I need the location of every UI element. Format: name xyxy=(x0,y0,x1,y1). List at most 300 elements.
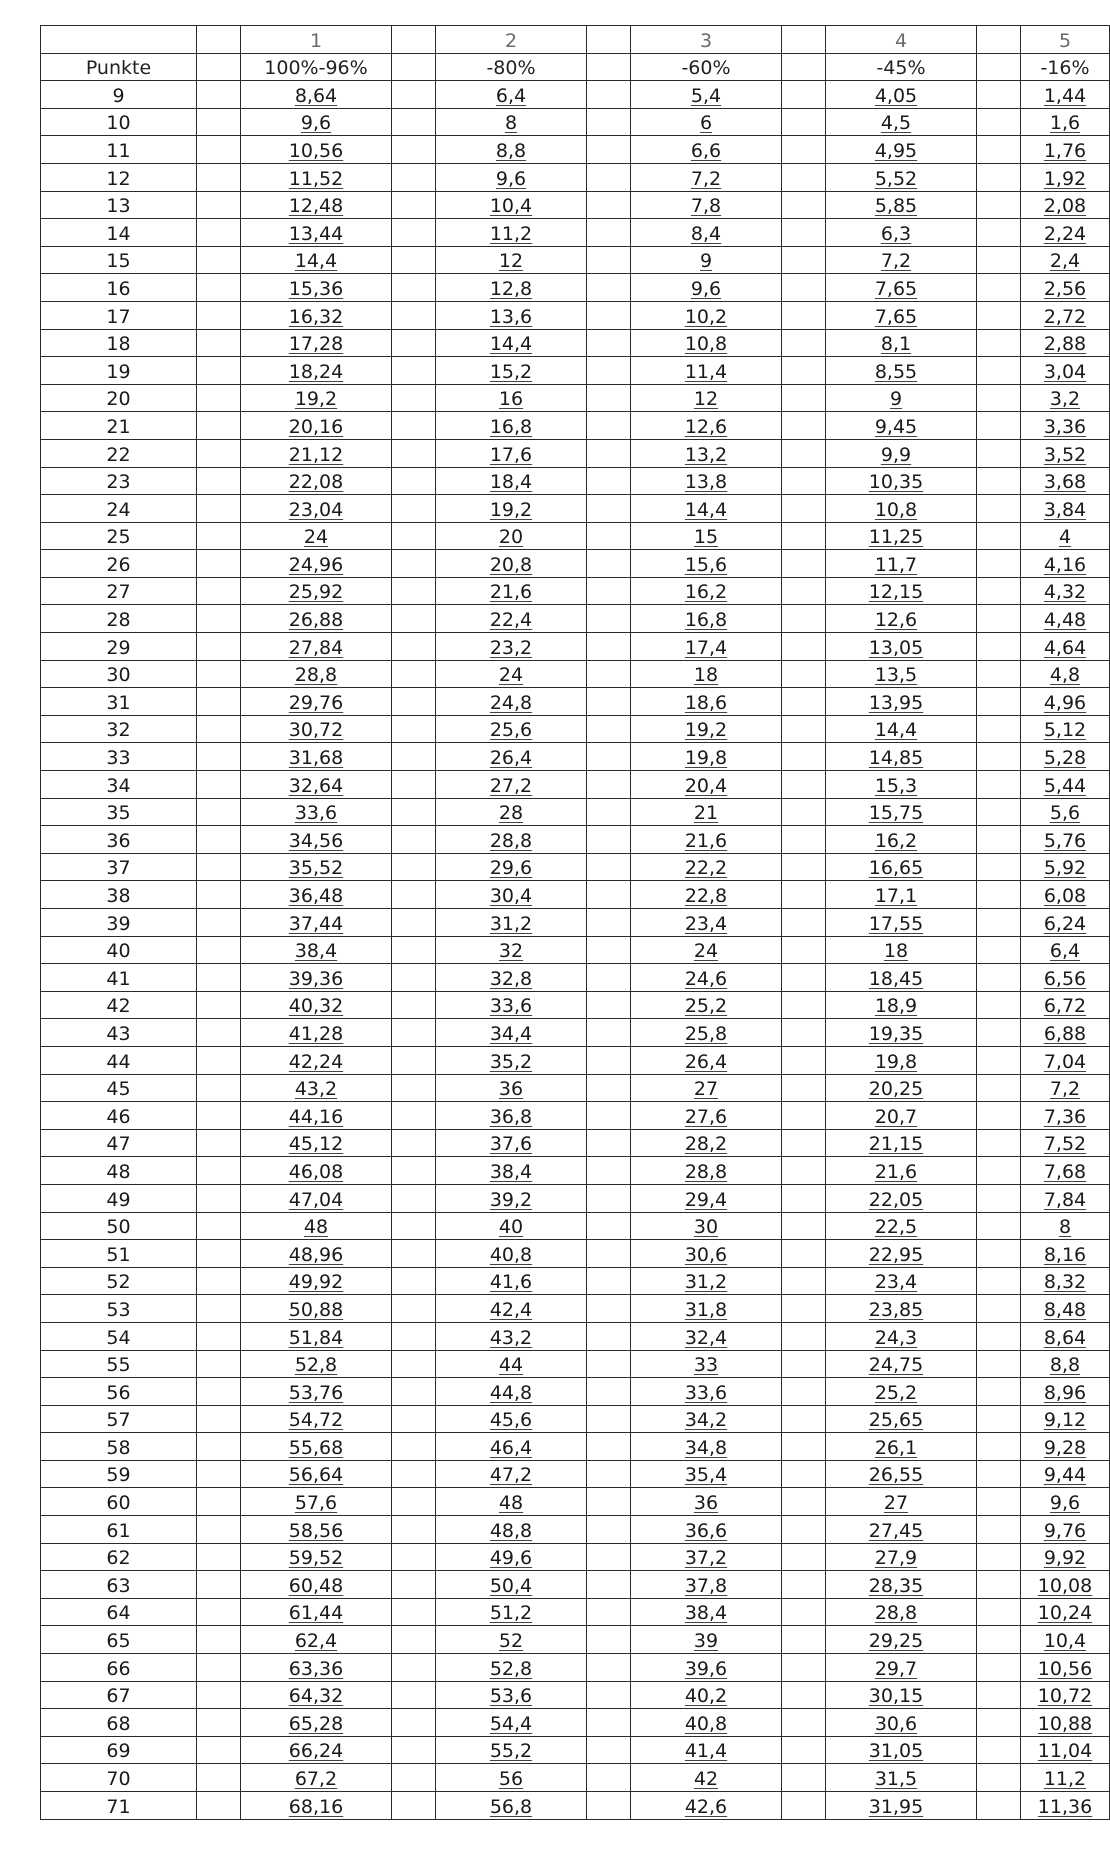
spacer-cell xyxy=(782,605,826,633)
points-cell: 51 xyxy=(41,1240,197,1268)
value-cell: 11,04 xyxy=(1021,1736,1110,1764)
points-cell: 26 xyxy=(41,550,197,578)
header-cell: -60% xyxy=(631,53,782,81)
value-cell: 16 xyxy=(436,384,587,412)
spacer-cell xyxy=(587,1405,631,1433)
spacer-cell xyxy=(782,53,826,81)
spacer-cell xyxy=(392,550,436,578)
spacer-cell xyxy=(197,605,241,633)
value-cell: 23,4 xyxy=(826,1267,977,1295)
spacer-cell xyxy=(197,301,241,329)
spacer-cell xyxy=(782,1516,826,1544)
spacer-cell xyxy=(782,743,826,771)
spacer-cell xyxy=(587,384,631,412)
spacer-cell xyxy=(977,1102,1021,1130)
points-cell: 52 xyxy=(41,1267,197,1295)
points-cell: 63 xyxy=(41,1571,197,1599)
spacer-cell xyxy=(587,191,631,219)
spacer-cell xyxy=(392,853,436,881)
value-cell: 20,16 xyxy=(241,412,392,440)
value-cell: 19,2 xyxy=(631,715,782,743)
table-row xyxy=(41,412,1110,440)
spacer-cell xyxy=(197,1350,241,1378)
spacer-cell xyxy=(977,1736,1021,1764)
spacer-cell xyxy=(197,964,241,992)
header-cell: -80% xyxy=(436,53,587,81)
header-cell: 100%-96% xyxy=(241,53,392,81)
value-cell: 14,4 xyxy=(241,246,392,274)
value-cell: 9,6 xyxy=(241,108,392,136)
spacer-cell xyxy=(977,1184,1021,1212)
spacer-cell xyxy=(587,163,631,191)
value-cell: 10,08 xyxy=(1021,1571,1110,1599)
table-row xyxy=(41,1046,1110,1074)
spacer-cell xyxy=(197,1129,241,1157)
value-cell: 5,52 xyxy=(826,163,977,191)
spacer-cell xyxy=(782,163,826,191)
spacer-cell xyxy=(977,798,1021,826)
table-row xyxy=(41,329,1110,357)
spacer-cell xyxy=(977,53,1021,81)
value-cell: 27,2 xyxy=(436,771,587,799)
value-cell: 14,4 xyxy=(436,329,587,357)
value-cell: 12,15 xyxy=(826,577,977,605)
value-cell: 40,8 xyxy=(631,1709,782,1737)
value-cell: 51,2 xyxy=(436,1598,587,1626)
value-cell: 27 xyxy=(826,1488,977,1516)
spacer-cell xyxy=(977,219,1021,247)
spacer-cell xyxy=(392,1460,436,1488)
spacer-cell xyxy=(197,1295,241,1323)
value-cell: 7,8 xyxy=(631,191,782,219)
spacer-cell xyxy=(782,495,826,523)
table-row xyxy=(41,163,1110,191)
spacer-cell xyxy=(587,1681,631,1709)
value-cell: 19,8 xyxy=(631,743,782,771)
value-cell: 5,76 xyxy=(1021,826,1110,854)
spacer-cell xyxy=(197,1709,241,1737)
spacer-cell xyxy=(587,771,631,799)
points-cell: 30 xyxy=(41,660,197,688)
value-cell: 40,32 xyxy=(241,991,392,1019)
spacer-cell xyxy=(587,660,631,688)
spacer-cell xyxy=(197,1378,241,1406)
spacer-cell xyxy=(977,1074,1021,1102)
table-row xyxy=(41,108,1110,136)
table-row xyxy=(41,439,1110,467)
value-cell: 28,35 xyxy=(826,1571,977,1599)
points-cell: 58 xyxy=(41,1433,197,1461)
points-cell: 66 xyxy=(41,1654,197,1682)
value-cell: 8,64 xyxy=(1021,1322,1110,1350)
spacer-cell xyxy=(587,1626,631,1654)
spacer-cell xyxy=(587,1350,631,1378)
spacer-cell xyxy=(392,1598,436,1626)
spacer-cell xyxy=(587,1543,631,1571)
value-cell: 26,1 xyxy=(826,1433,977,1461)
spacer-cell xyxy=(587,826,631,854)
spacer-cell xyxy=(392,53,436,81)
spacer-cell xyxy=(977,1626,1021,1654)
spacer-cell xyxy=(587,1157,631,1185)
spacer-cell xyxy=(587,274,631,302)
points-cell: 41 xyxy=(41,964,197,992)
spacer-cell xyxy=(392,1240,436,1268)
value-cell: 21,6 xyxy=(631,826,782,854)
value-cell: 7,2 xyxy=(826,246,977,274)
value-cell: 9,76 xyxy=(1021,1516,1110,1544)
value-cell: 27,6 xyxy=(631,1102,782,1130)
value-cell: 32,64 xyxy=(241,771,392,799)
table-row xyxy=(41,771,1110,799)
spacer-cell xyxy=(782,274,826,302)
value-cell: 42,6 xyxy=(631,1792,782,1820)
value-cell: 6,56 xyxy=(1021,964,1110,992)
spacer-cell xyxy=(977,301,1021,329)
value-cell: 66,24 xyxy=(241,1736,392,1764)
spacer-cell xyxy=(392,1267,436,1295)
spacer-cell xyxy=(977,1598,1021,1626)
spacer-cell xyxy=(392,219,436,247)
table-row xyxy=(41,1433,1110,1461)
value-cell: 51,84 xyxy=(241,1322,392,1350)
value-cell: 13,2 xyxy=(631,439,782,467)
table-row xyxy=(41,577,1110,605)
value-cell: 31,95 xyxy=(826,1792,977,1820)
value-cell: 31,2 xyxy=(631,1267,782,1295)
value-cell: 39,2 xyxy=(436,1184,587,1212)
value-cell: 33 xyxy=(631,1350,782,1378)
value-cell: 17,55 xyxy=(826,909,977,937)
value-cell: 20,7 xyxy=(826,1102,977,1130)
spacer-cell xyxy=(197,1267,241,1295)
spacer-cell xyxy=(197,136,241,164)
value-cell: 6,72 xyxy=(1021,991,1110,1019)
spacer-cell xyxy=(392,826,436,854)
spacer-cell xyxy=(977,1267,1021,1295)
value-cell: 24 xyxy=(241,522,392,550)
spacer-cell xyxy=(587,357,631,385)
spacer-cell xyxy=(392,522,436,550)
value-cell: 18,4 xyxy=(436,467,587,495)
value-cell: 56,8 xyxy=(436,1792,587,1820)
value-cell: 6,3 xyxy=(826,219,977,247)
spacer-cell xyxy=(977,357,1021,385)
value-cell: 42,24 xyxy=(241,1046,392,1074)
spacer-cell xyxy=(587,1046,631,1074)
value-cell: 10,88 xyxy=(1021,1709,1110,1737)
value-cell: 52 xyxy=(436,1626,587,1654)
spacer-cell xyxy=(587,1460,631,1488)
value-cell: 38,4 xyxy=(241,936,392,964)
spacer-cell xyxy=(197,1212,241,1240)
value-cell: 26,88 xyxy=(241,605,392,633)
value-cell: 10,72 xyxy=(1021,1681,1110,1709)
spacer-cell xyxy=(197,1543,241,1571)
spacer-cell xyxy=(782,246,826,274)
spacer-cell xyxy=(197,384,241,412)
spacer-cell xyxy=(782,301,826,329)
spacer-cell xyxy=(197,991,241,1019)
value-cell: 4,16 xyxy=(1021,550,1110,578)
value-cell: 18,24 xyxy=(241,357,392,385)
value-cell: 49,6 xyxy=(436,1543,587,1571)
value-cell: 4,8 xyxy=(1021,660,1110,688)
value-cell: 52,8 xyxy=(436,1654,587,1682)
spacer-cell xyxy=(782,1598,826,1626)
value-cell: 11,4 xyxy=(631,357,782,385)
table-row xyxy=(41,688,1110,716)
value-cell: 15,75 xyxy=(826,798,977,826)
spacer-cell xyxy=(392,1654,436,1682)
corner-cell xyxy=(41,26,197,54)
points-cell: 70 xyxy=(41,1764,197,1792)
value-cell: 46,08 xyxy=(241,1157,392,1185)
value-cell: 34,4 xyxy=(436,1019,587,1047)
points-cell: 59 xyxy=(41,1460,197,1488)
spacer-cell xyxy=(977,881,1021,909)
value-cell: 22,08 xyxy=(241,467,392,495)
value-cell: 20,8 xyxy=(436,550,587,578)
spacer-cell xyxy=(782,108,826,136)
spacer-cell xyxy=(782,1019,826,1047)
table-row xyxy=(41,1267,1110,1295)
spacer-cell xyxy=(782,936,826,964)
points-cell: 20 xyxy=(41,384,197,412)
table-row xyxy=(41,1129,1110,1157)
points-cell: 68 xyxy=(41,1709,197,1737)
value-cell: 19,2 xyxy=(436,495,587,523)
table-row xyxy=(41,1516,1110,1544)
spacer-cell xyxy=(197,1681,241,1709)
table-row xyxy=(41,1460,1110,1488)
table-row xyxy=(41,1405,1110,1433)
spacer-cell xyxy=(392,688,436,716)
table-row xyxy=(41,1019,1110,1047)
value-cell: 42,4 xyxy=(436,1295,587,1323)
table-row xyxy=(41,991,1110,1019)
spacer-cell xyxy=(782,1626,826,1654)
spacer-cell xyxy=(782,1184,826,1212)
spacer-cell xyxy=(392,1405,436,1433)
value-cell: 53,76 xyxy=(241,1378,392,1406)
value-cell: 47,2 xyxy=(436,1460,587,1488)
spacer-cell xyxy=(197,274,241,302)
spacer-cell xyxy=(197,246,241,274)
table-row xyxy=(41,1792,1110,1820)
spacer-cell xyxy=(197,522,241,550)
value-cell: 42 xyxy=(631,1764,782,1792)
spacer-cell xyxy=(782,81,826,109)
table-row xyxy=(41,881,1110,909)
spacer-cell xyxy=(977,1019,1021,1047)
spacer-cell xyxy=(197,743,241,771)
spacer-cell xyxy=(782,1405,826,1433)
spacer-cell xyxy=(977,163,1021,191)
spacer-cell xyxy=(587,81,631,109)
spacer-cell xyxy=(197,467,241,495)
spacer-cell xyxy=(587,1102,631,1130)
value-cell: 41,6 xyxy=(436,1267,587,1295)
spacer-cell xyxy=(782,715,826,743)
value-cell: 15,3 xyxy=(826,771,977,799)
table-row xyxy=(41,357,1110,385)
spacer-cell xyxy=(782,1102,826,1130)
value-cell: 10,24 xyxy=(1021,1598,1110,1626)
spacer-cell xyxy=(977,1681,1021,1709)
spacer-cell xyxy=(392,1626,436,1654)
value-cell: 36,6 xyxy=(631,1516,782,1544)
value-cell: 11,25 xyxy=(826,522,977,550)
column-number: 3 xyxy=(631,26,782,54)
spacer-cell xyxy=(782,660,826,688)
points-cell: 22 xyxy=(41,439,197,467)
spacer-cell xyxy=(782,881,826,909)
spacer-cell xyxy=(782,577,826,605)
spacer-cell xyxy=(977,1571,1021,1599)
spacer-cell xyxy=(197,633,241,661)
spacer-cell xyxy=(197,771,241,799)
value-cell: 26,4 xyxy=(631,1046,782,1074)
value-cell: 15 xyxy=(631,522,782,550)
value-cell: 8,55 xyxy=(826,357,977,385)
spacer-cell xyxy=(977,826,1021,854)
spacer-cell xyxy=(977,550,1021,578)
value-cell: 9,6 xyxy=(1021,1488,1110,1516)
spacer-cell xyxy=(392,136,436,164)
value-cell: 41,28 xyxy=(241,1019,392,1047)
value-cell: 35,52 xyxy=(241,853,392,881)
spacer-cell xyxy=(392,1322,436,1350)
value-cell: 5,44 xyxy=(1021,771,1110,799)
spacer-cell xyxy=(977,274,1021,302)
table-row xyxy=(41,81,1110,109)
value-cell: 15,36 xyxy=(241,274,392,302)
spacer-cell xyxy=(782,1378,826,1406)
spacer-cell xyxy=(392,1681,436,1709)
spacer-cell xyxy=(782,384,826,412)
spacer-cell xyxy=(977,1792,1021,1820)
spacer-cell xyxy=(587,715,631,743)
value-cell: 29,6 xyxy=(436,853,587,881)
spacer-cell xyxy=(197,1019,241,1047)
table-row xyxy=(41,660,1110,688)
spacer-cell xyxy=(197,1598,241,1626)
value-cell: 11,52 xyxy=(241,163,392,191)
table-row xyxy=(41,798,1110,826)
spacer-cell xyxy=(587,1598,631,1626)
table-row xyxy=(41,743,1110,771)
spacer-cell xyxy=(782,1654,826,1682)
spacer-cell xyxy=(587,633,631,661)
spacer-cell xyxy=(977,191,1021,219)
spacer-cell xyxy=(782,136,826,164)
spacer-cell xyxy=(587,688,631,716)
value-cell: 11,2 xyxy=(1021,1764,1110,1792)
value-cell: 10,56 xyxy=(241,136,392,164)
value-cell: 36 xyxy=(436,1074,587,1102)
spacer-cell xyxy=(782,26,826,54)
spacer-cell xyxy=(587,412,631,440)
points-cell: 55 xyxy=(41,1350,197,1378)
spacer-cell xyxy=(197,881,241,909)
spacer-cell xyxy=(587,1654,631,1682)
table-row xyxy=(41,219,1110,247)
spacer-cell xyxy=(392,1378,436,1406)
value-cell: 45,12 xyxy=(241,1129,392,1157)
points-cell: 18 xyxy=(41,329,197,357)
value-cell: 54,4 xyxy=(436,1709,587,1737)
spacer-cell xyxy=(587,1736,631,1764)
value-cell: 15,6 xyxy=(631,550,782,578)
spacer-cell xyxy=(197,715,241,743)
spacer-cell xyxy=(587,1378,631,1406)
spacer-cell xyxy=(977,964,1021,992)
spacer-cell xyxy=(392,660,436,688)
spacer-cell xyxy=(977,1488,1021,1516)
spacer-cell xyxy=(392,1074,436,1102)
value-cell: 9,9 xyxy=(826,439,977,467)
table-row xyxy=(41,1074,1110,1102)
points-table xyxy=(40,25,1110,1820)
value-cell: 17,28 xyxy=(241,329,392,357)
spacer-cell xyxy=(977,108,1021,136)
value-cell: 56 xyxy=(436,1764,587,1792)
value-cell: 13,95 xyxy=(826,688,977,716)
spacer-cell xyxy=(977,1516,1021,1544)
value-cell: 48,96 xyxy=(241,1240,392,1268)
points-cell: 42 xyxy=(41,991,197,1019)
points-cell: 54 xyxy=(41,1322,197,1350)
value-cell: 10,8 xyxy=(631,329,782,357)
value-cell: 22,5 xyxy=(826,1212,977,1240)
value-cell: 16,65 xyxy=(826,853,977,881)
value-cell: 6 xyxy=(631,108,782,136)
value-cell: 33,6 xyxy=(436,991,587,1019)
value-cell: 44,16 xyxy=(241,1102,392,1130)
spacer-cell xyxy=(392,26,436,54)
table-row xyxy=(41,1488,1110,1516)
spacer-cell xyxy=(782,357,826,385)
value-cell: 5,85 xyxy=(826,191,977,219)
spacer-cell xyxy=(197,853,241,881)
value-cell: 23,04 xyxy=(241,495,392,523)
spacer-cell xyxy=(392,412,436,440)
spacer-cell xyxy=(392,1488,436,1516)
points-cell: 23 xyxy=(41,467,197,495)
value-cell: 63,36 xyxy=(241,1654,392,1682)
value-cell: 31,8 xyxy=(631,1295,782,1323)
table-row xyxy=(41,301,1110,329)
spacer-cell xyxy=(392,1433,436,1461)
value-cell: 36,8 xyxy=(436,1102,587,1130)
value-cell: 62,4 xyxy=(241,1626,392,1654)
value-cell: 10,4 xyxy=(436,191,587,219)
spacer-cell xyxy=(392,1764,436,1792)
header-cell: -16% xyxy=(1021,53,1110,81)
spacer-cell xyxy=(587,936,631,964)
value-cell: 8,64 xyxy=(241,81,392,109)
value-cell: 48 xyxy=(241,1212,392,1240)
spacer-cell xyxy=(197,108,241,136)
spacer-cell xyxy=(587,1322,631,1350)
spacer-cell xyxy=(197,936,241,964)
value-cell: 4,32 xyxy=(1021,577,1110,605)
spacer-cell xyxy=(587,108,631,136)
spacer-cell xyxy=(197,1764,241,1792)
value-cell: 25,2 xyxy=(826,1378,977,1406)
value-cell: 28,2 xyxy=(631,1129,782,1157)
